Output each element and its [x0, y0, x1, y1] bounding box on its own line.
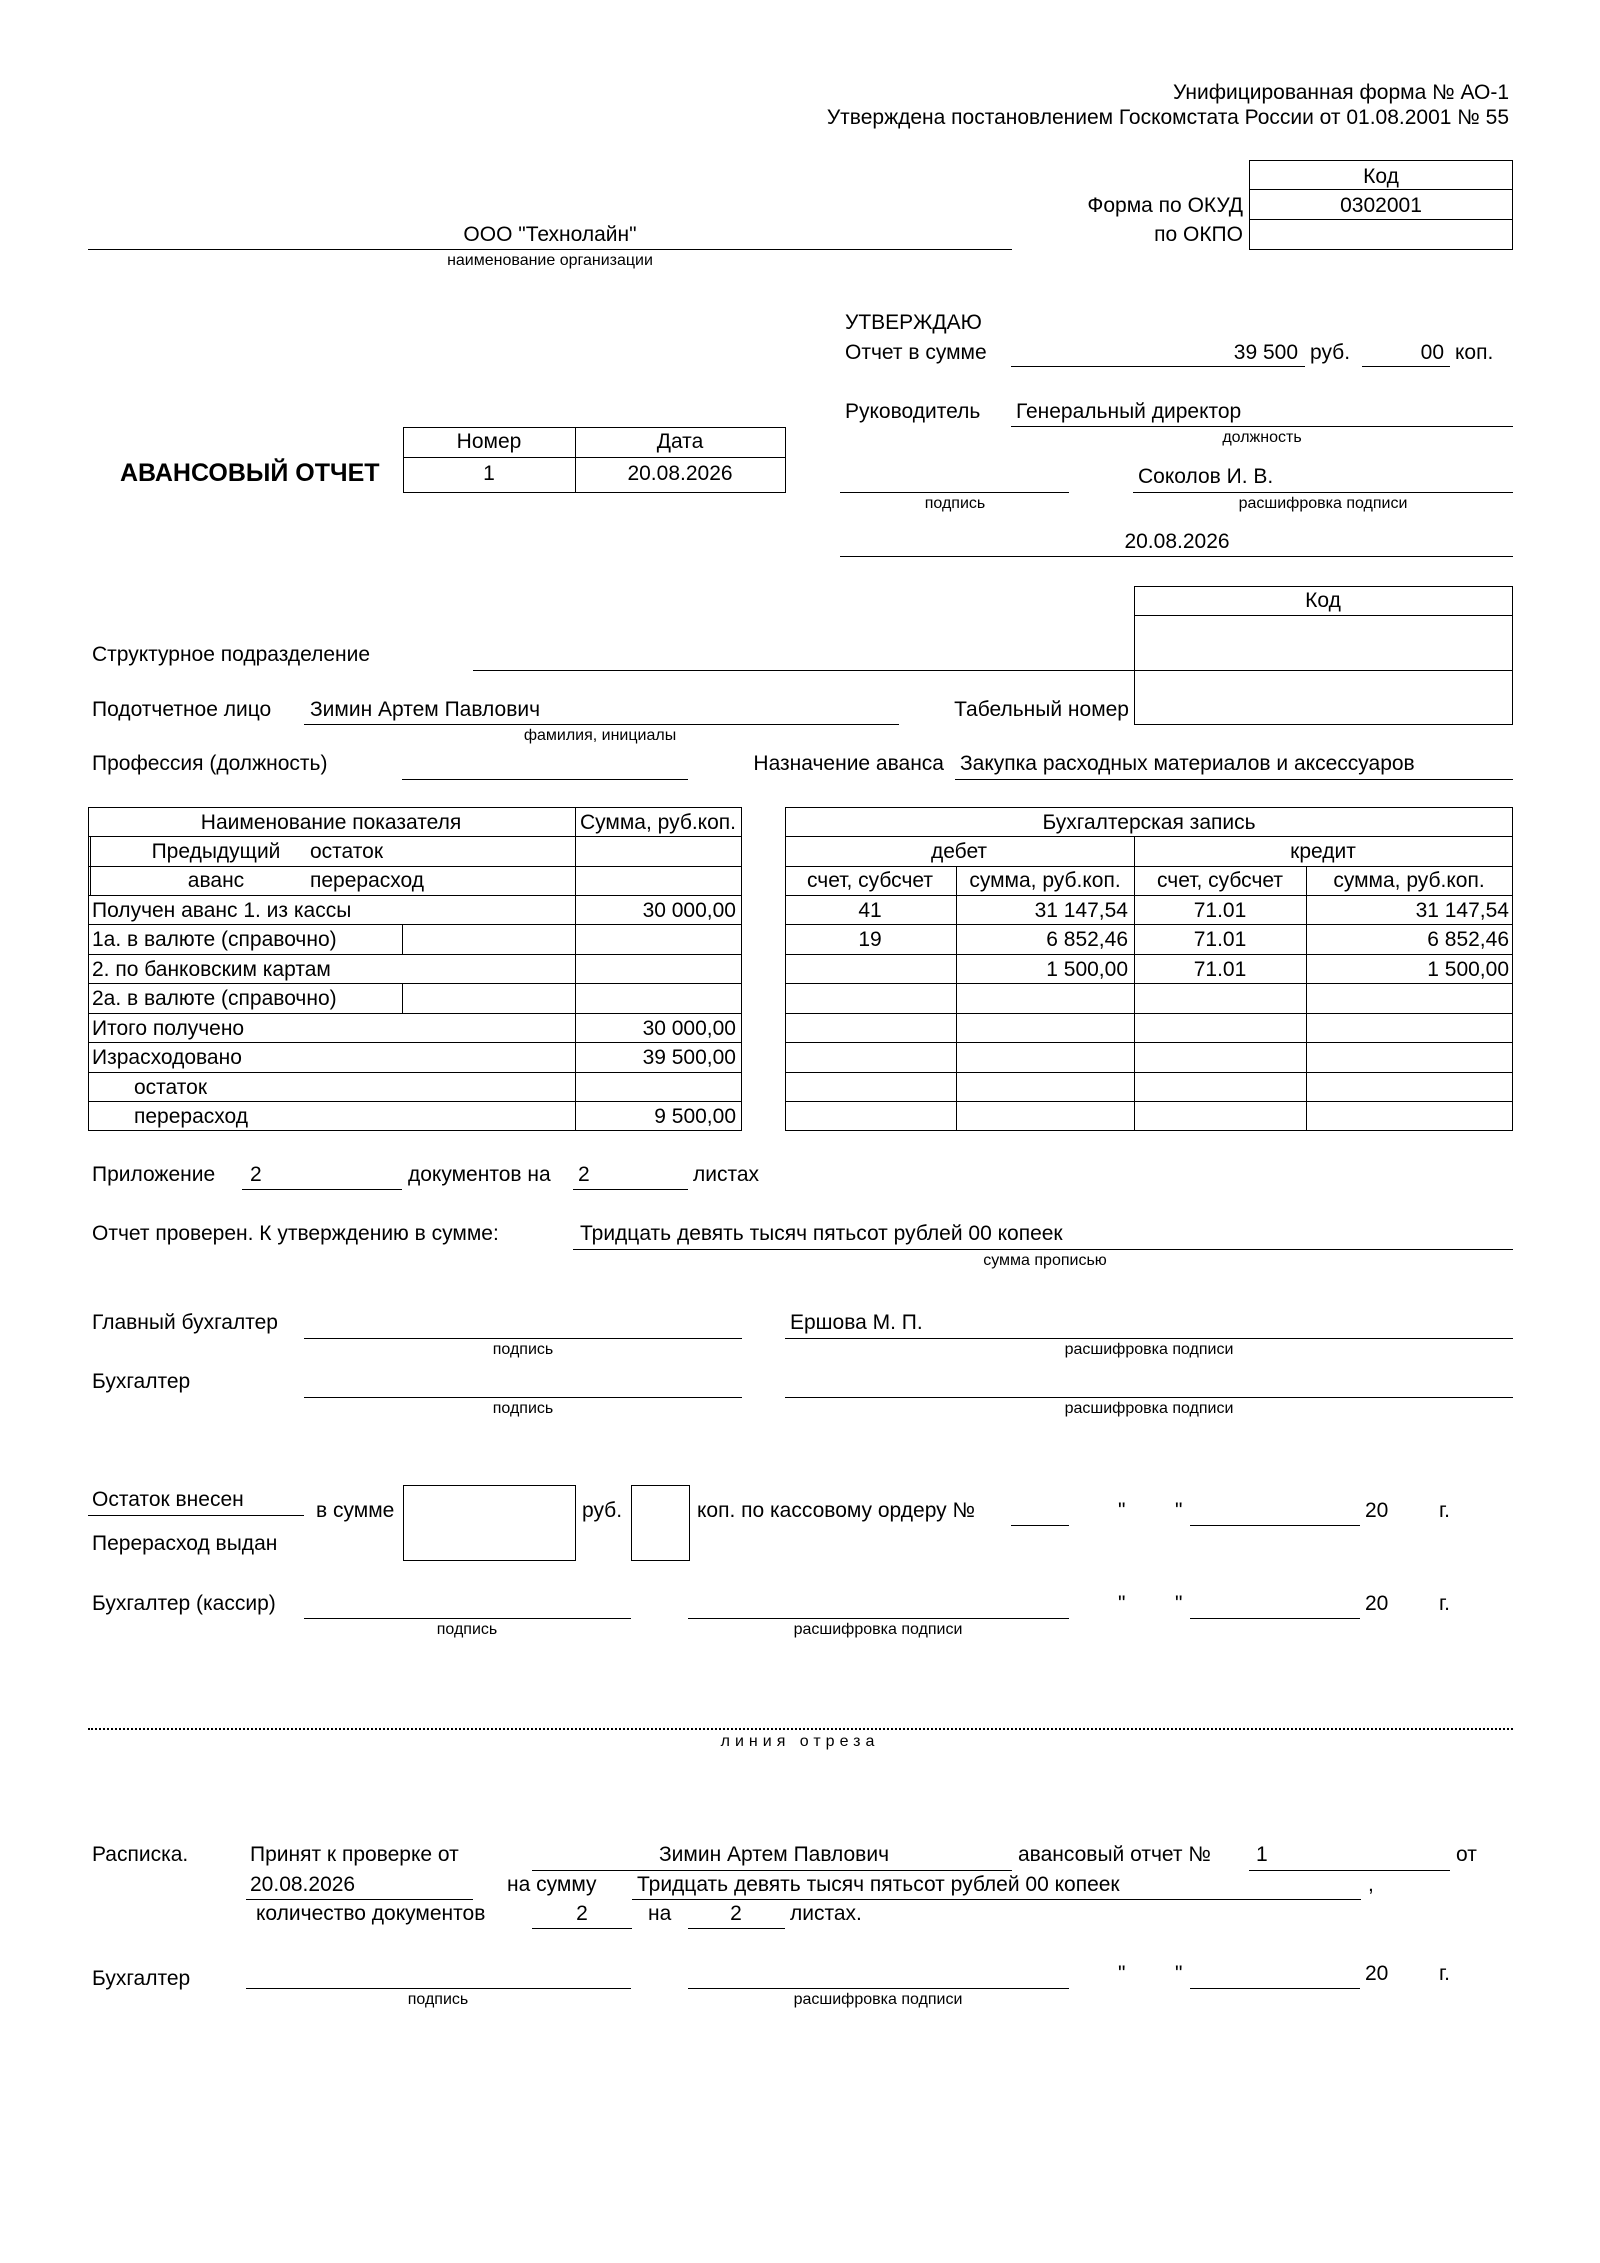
cashier-year: 20 — [1365, 1592, 1389, 1615]
checked-caption: сумма прописью — [983, 1252, 1107, 1269]
cash-in-sum-label: в сумме — [316, 1499, 395, 1522]
report-date-label: Дата — [656, 430, 704, 453]
cut-line — [88, 1728, 1513, 1730]
cash-rub-box — [403, 1485, 576, 1561]
lt-overspend: перерасход — [134, 1105, 249, 1128]
receipt-quote-open: " — [1118, 1962, 1126, 1985]
lt-header-name: Наименование показателя — [200, 811, 462, 834]
lt-prev-advance-1: Предыдущий — [151, 840, 281, 863]
receipt-person: Зимин Артем Павлович — [658, 1843, 890, 1866]
rt-credit: кредит — [1290, 840, 1356, 863]
receipt-docs: 2 — [576, 1902, 588, 1925]
remainder-deposited-label: Остаток внесен — [92, 1488, 244, 1511]
lt-prev-pererashod: перерасход — [310, 869, 425, 892]
chief-accountant-label: Главный бухгалтер — [92, 1311, 278, 1334]
report-number: 1 — [483, 462, 495, 485]
lt-currency2: 2а. в валюте (справочно) — [92, 987, 337, 1010]
cashier-label: Бухгалтер (кассир) — [92, 1592, 276, 1615]
rt-row2-credit-sum: 6 852,46 — [1427, 928, 1509, 951]
approve-sum-rub: 39 500 — [1233, 341, 1298, 364]
lt-currency1: 1а. в валюте (справочно) — [92, 928, 337, 951]
chief-decoding-caption: расшифровка подписи — [1064, 1341, 1234, 1358]
lt-total-received-sum: 30 000,00 — [642, 1017, 736, 1040]
cash-rub-label: руб. — [582, 1499, 623, 1522]
rt-col-debit-sum: сумма, руб.коп. — [969, 869, 1121, 892]
approve-title: УТВЕРЖДАЮ — [845, 311, 982, 334]
report-title: АВАНСОВЫЙ ОТЧЕТ — [120, 459, 380, 487]
receipt-accepted-from: Принят к проверке от — [250, 1843, 459, 1866]
receipt-signature-caption: подпись — [407, 1991, 469, 2008]
okpo-label: по ОКПО — [1154, 223, 1243, 246]
rt-row1-credit-account: 71.01 — [1193, 899, 1247, 922]
receipt-g: г. — [1439, 1962, 1450, 1985]
position-caption: должность — [1222, 429, 1302, 446]
purpose-label: Назначение аванса — [753, 752, 944, 775]
receipt-docs-count-label: количество документов — [256, 1902, 486, 1925]
rt-col-credit-account: счет, субсчет — [1157, 869, 1283, 892]
receipt-sum-words: Тридцать девять тысяч пятьсот рублей 00 копеек — [637, 1873, 1120, 1896]
appendix-sheets-label: листах — [693, 1163, 760, 1186]
receipt-from: от — [1456, 1843, 1477, 1866]
lt-remainder: остаток — [134, 1076, 208, 1099]
accountant-decoding-caption: расшифровка подписи — [1064, 1400, 1234, 1417]
codes-kod-label: Код — [1363, 165, 1399, 188]
okud-value: 0302001 — [1340, 194, 1422, 217]
rt-col-debit-account: счет, субсчет — [807, 869, 933, 892]
cashier-quote-close: " — [1175, 1592, 1183, 1615]
lt-header-sum: Сумма, руб.коп. — [579, 811, 737, 834]
lt-prev-ostatok: остаток — [310, 840, 384, 863]
rt-row3-credit-account: 71.01 — [1193, 958, 1247, 981]
receipt-sheets-label: листах. — [790, 1902, 862, 1925]
okud-label: Форма по ОКУД — [1087, 194, 1243, 217]
checked-sum-words: Тридцать девять тысяч пятьсот рублей 00 копеек — [580, 1222, 1063, 1245]
receipt-date: 20.08.2026 — [250, 1873, 356, 1896]
approve-rub-label: руб. — [1310, 341, 1351, 364]
cut-line-label: линия отреза — [720, 1733, 880, 1750]
approve-sum-label: Отчет в сумме — [845, 341, 987, 364]
organization-caption: наименование организации — [447, 252, 653, 269]
appendix-docs-label: документов на — [408, 1163, 551, 1186]
cash-kop-order-label: коп. по кассовому ордеру № — [697, 1499, 975, 1522]
rt-row3-credit-sum: 1 500,00 — [1427, 958, 1509, 981]
head-signature-caption: подпись — [924, 495, 986, 512]
rt-row1-credit-sum: 31 147,54 — [1415, 899, 1509, 922]
person-kod-label: Код — [1305, 589, 1341, 612]
cash-g: г. — [1439, 1499, 1450, 1522]
profession-label: Профессия (должность) — [92, 752, 328, 775]
checked-label: Отчет проверен. К утверждению в сумме: — [92, 1222, 499, 1245]
receipt-report-no-label: авансовый отчет № — [1018, 1843, 1211, 1866]
lt-received-sum: 30 000,00 — [642, 899, 736, 922]
cashier-g: г. — [1439, 1592, 1450, 1615]
cash-quote-open: " — [1118, 1499, 1126, 1522]
head-position: Генеральный директор — [1016, 400, 1242, 423]
rt-row1-debit-account: 41 — [858, 899, 882, 922]
receipt-sheets: 2 — [730, 1902, 742, 1925]
rt-row1-debit-sum: 31 147,54 — [1034, 899, 1128, 922]
cashier-signature-caption: подпись — [436, 1621, 498, 1638]
receipt-on-label: на — [648, 1902, 672, 1925]
overspend-issued-label: Перерасход выдан — [92, 1532, 278, 1555]
department-label: Структурное подразделение — [92, 643, 371, 666]
cashier-quote-open: " — [1118, 1592, 1126, 1615]
receipt-label: Расписка. — [92, 1843, 189, 1866]
cash-year: 20 — [1365, 1499, 1389, 1522]
receipt-comma: , — [1368, 1873, 1374, 1896]
lt-prev-advance-2: аванс — [187, 869, 245, 892]
accountable-label: Подотчетное лицо — [92, 698, 272, 721]
cashier-decoding-caption: расшифровка подписи — [793, 1621, 963, 1638]
appendix-docs: 2 — [250, 1163, 262, 1186]
head-decoding-caption: расшифровка подписи — [1238, 495, 1408, 512]
cash-kop-box — [631, 1485, 690, 1561]
accountable-caption: фамилия, инициалы — [523, 727, 677, 744]
lt-overspend-sum: 9 500,00 — [654, 1105, 736, 1128]
approve-kop-label: коп. — [1455, 341, 1494, 364]
purpose-value: Закупка расходных материалов и аксессуаров — [960, 752, 1415, 775]
receipt-decoding-caption: расшифровка подписи — [793, 1991, 963, 2008]
rt-row2-debit-sum: 6 852,46 — [1046, 928, 1128, 951]
organization-name: ООО "Технолайн" — [463, 223, 637, 246]
receipt-accountant-label: Бухгалтер — [92, 1967, 191, 1990]
lt-spent-sum: 39 500,00 — [642, 1046, 736, 1069]
lt-bank-cards: 2. по банковским картам — [92, 958, 331, 981]
approve-sum-kop: 00 — [1420, 341, 1444, 364]
cash-quote-close: " — [1175, 1499, 1183, 1522]
head-label: Руководитель — [845, 400, 981, 423]
receipt-year: 20 — [1365, 1962, 1389, 1985]
report-date: 20.08.2026 — [627, 462, 733, 485]
form-name: Унифицированная форма № АО-1 — [1172, 81, 1509, 104]
report-number-label: Номер — [456, 430, 522, 453]
accountable-person: Зимин Артем Павлович — [310, 698, 541, 721]
appendix-sheets: 2 — [578, 1163, 590, 1186]
receipt-quote-close: " — [1175, 1962, 1183, 1985]
tab-number-label: Табельный номер — [954, 698, 1129, 721]
accountant-label: Бухгалтер — [92, 1370, 191, 1393]
lt-spent: Израсходовано — [92, 1046, 242, 1069]
accountant-signature-caption: подпись — [492, 1400, 554, 1417]
rt-col-credit-sum: сумма, руб.коп. — [1333, 869, 1485, 892]
lt-total-received: Итого получено — [92, 1017, 245, 1040]
lt-received: Получен аванс 1. из кассы — [92, 899, 352, 922]
rt-row2-credit-account: 71.01 — [1193, 928, 1247, 951]
chief-signature-caption: подпись — [492, 1341, 554, 1358]
head-name: Соколов И. В. — [1138, 465, 1274, 488]
rt-debit: дебет — [930, 840, 988, 863]
appendix-label: Приложение — [92, 1163, 216, 1186]
form-approval: Утверждена постановлением Госкомстата России от 01.08.2001 № 55 — [826, 106, 1509, 129]
rt-row3-debit-sum: 1 500,00 — [1046, 958, 1128, 981]
approval-date: 20.08.2026 — [1124, 530, 1230, 553]
receipt-on-sum-label: на сумму — [507, 1873, 597, 1896]
chief-accountant-name: Ершова М. П. — [790, 1311, 923, 1334]
rt-header: Бухгалтерская запись — [1042, 811, 1256, 834]
receipt-report-no: 1 — [1256, 1843, 1268, 1866]
rt-row2-debit-account: 19 — [858, 928, 882, 951]
